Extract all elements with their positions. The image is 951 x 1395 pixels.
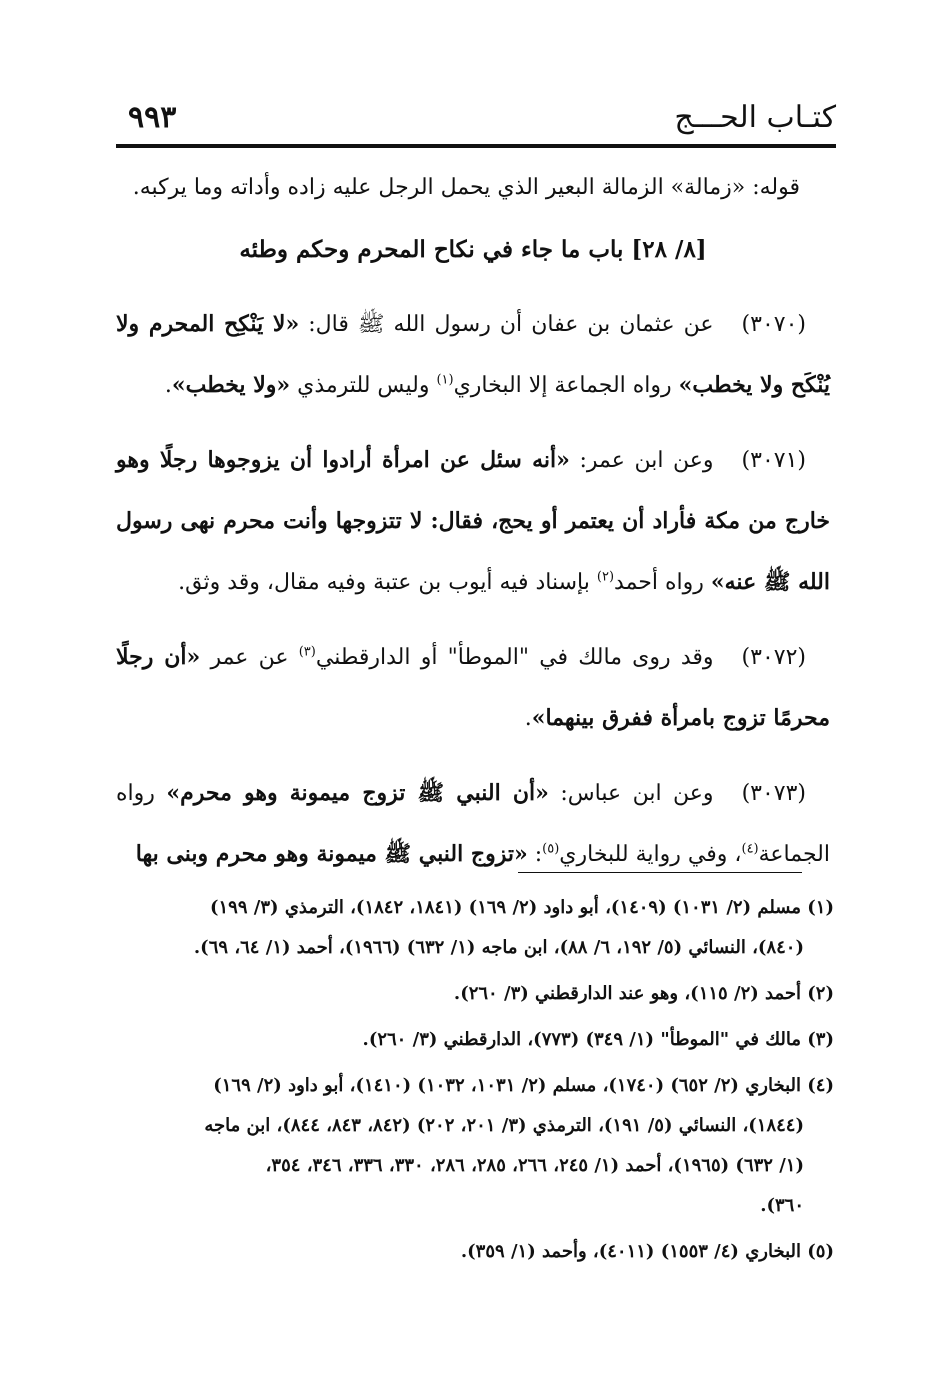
- page-number: ٩٩٣: [128, 100, 177, 135]
- footnotes: [118, 888, 834, 1278]
- hadith-intro: وعن ابن عباس:: [548, 781, 714, 806]
- footnote-line: (٨٤٠)، النسائي (٥/ ١٩٢، ٦/ ٨٨)، ابن ماجه (١/ ٦٣٢) (١٩٦٦)، أحمد (١/ ٦٤، ٦٩).: [193, 937, 804, 958]
- chapter-heading: [٨/ ٢٨] باب ما جاء في نكاح المحرم وحكم وطئه: [239, 236, 707, 263]
- punctuation: .: [524, 706, 532, 731]
- footnote-ref[interactable]: (١): [436, 372, 454, 388]
- footnote-line: (٢) أحمد (٢/ ١١٥)، وهو عند الدارقطني (٣/ ٢٦٠).: [453, 983, 834, 1004]
- hadith-comment: وليس للترمذي: [290, 373, 437, 398]
- hadith-intro: عن عثمان بن عفان أن رسول الله ﷺ قال:: [299, 312, 714, 337]
- footnote-line: (١٨٤٤)، النسائي (٥/ ١٩١)، الترمذي (٣/ ٢٠١، ٢٠٢) (٨٤٢، ٨٤٣، ٨٤٤)، ابن ماجه: [204, 1115, 804, 1136]
- page-header: [116, 98, 836, 142]
- hadith-quote-secondary: «ولا يخطب»: [171, 372, 291, 398]
- footnote-ref[interactable]: (٤): [741, 841, 759, 857]
- main-text: [116, 170, 830, 899]
- hadith-attribution: رواه أحمد: [614, 570, 711, 595]
- footnote-line: (١) مسلم (٢/ ١٠٣١) (١٤٠٩)، أبو داود (٢/ ١٦٩) (١٨٤١، ١٨٤٢)، الترمذي (٣/ ١٩٩): [209, 897, 834, 918]
- hadith-quote: «أن رجلًا محرمًا تزوج بامرأة ففرق بينهما»: [116, 644, 830, 731]
- footnote-line: (١/ ٦٣٢) (١٩٦٥)، أحمد (١/ ٢٤٥، ٢٦٦، ٢٨٥، ٢٨٦، ٣٣٠، ٣٣٦، ٣٤٦، ٣٥٤،: [265, 1155, 804, 1176]
- hadith-attribution: رواه الجماعة: [116, 781, 830, 867]
- footnote-line: (٥) البخاري (٤/ ١٥٥٣) (٤٠١١)، وأحمد (١/ ٣٥٩).: [460, 1241, 834, 1262]
- running-title: كتـاب الحـــج: [674, 100, 836, 135]
- footnote-line: (٤) البخاري (٢/ ٦٥٢) (١٧٤٠)، مسلم (٢/ ١٠٣١، ١٠٣٢) (١٤١٠)، أبو داود (٢/ ١٦٩): [213, 1075, 834, 1096]
- hadith-quote: «لا يَنْكِح المحرم ولا يُنْكَح ولا يخطب»: [116, 311, 830, 398]
- hadith-3073: [116, 763, 830, 885]
- hadith-intro: وعن ابن عمر:: [569, 448, 714, 473]
- footnote-line: ٣٦٠).: [760, 1195, 804, 1216]
- footnote-ref[interactable]: (٢): [596, 569, 615, 585]
- hadith-comment: بإسناد فيه أيوب بن عتبة وفيه مقال، وقد وثق.: [178, 570, 597, 595]
- hadith-quote: «أنه سئل عن امرأة أرادوا أن يزوجوها رجلًا وهو خارج من مكة فأراد أن يعتمر أو يحج، فقال: لا تتزوجها وأنت محرم نهى رسول الله ﷺ عنه»: [116, 447, 830, 595]
- hadith-number: (٣٠٧١): [741, 448, 806, 473]
- hadith-quote: «أن النبي ﷺ تزوج ميمونة وهو محرم»: [166, 780, 549, 806]
- footnote-2: [118, 974, 834, 1014]
- punctuation: :: [527, 842, 543, 867]
- header-rule: [116, 144, 836, 148]
- footnote-1: [118, 888, 834, 968]
- hadith-quote-secondary: «تزوج النبي ﷺ ميمونة وهو محرم وبنى بها: [135, 841, 528, 867]
- hadith-3070: [116, 294, 830, 416]
- hadith-attribution: رواه الجماعة إلا البخاري: [453, 373, 679, 398]
- hadith-number: (٣٠٧٠): [741, 312, 806, 337]
- footnote-separator: [518, 872, 802, 873]
- punctuation: .: [164, 373, 172, 398]
- footnote-line: (٣) مالك في "الموطأ" (١/ ٣٤٩) (٧٧٣)، الدارقطني (٣/ ٢٦٠).: [362, 1029, 834, 1050]
- hadith-comment: عن عمر: [200, 645, 299, 670]
- hadith-intro: وقد روى مالك في "الموطأ" أو الدارقطني: [315, 645, 714, 670]
- footnote-3: [118, 1020, 834, 1060]
- hadith-number: (٣٠٧٣): [741, 781, 807, 806]
- hadith-3071: [116, 430, 830, 613]
- hadith-comment: ، وفي رواية للبخاري: [559, 842, 742, 867]
- hadith-3072: [116, 627, 830, 749]
- footnote-ref[interactable]: (٥): [542, 841, 560, 857]
- glossary-note: قوله: «زمالة» الزمالة البعير الذي يحمل الرجل عليه زاده وأداته وما يركبه.: [132, 175, 800, 200]
- footnote-4: [118, 1066, 834, 1226]
- hadith-number: (٣٠٧٢): [741, 645, 806, 670]
- footnote-ref[interactable]: (٣): [298, 644, 316, 660]
- footnote-5: [118, 1232, 834, 1272]
